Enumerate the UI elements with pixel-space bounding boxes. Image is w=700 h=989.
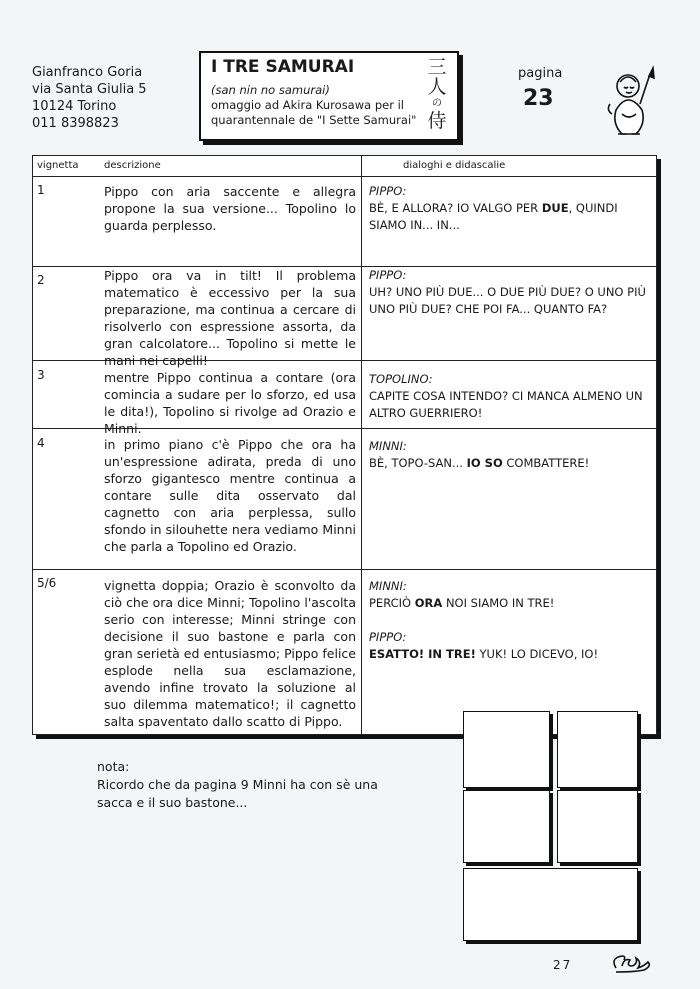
dialog-speaker: PIPPO: xyxy=(369,184,407,198)
vignetta-dialog xyxy=(369,578,651,663)
dialog-line: CAPITE COSA INTENDO? CI MANCA ALMENO UN ALTRO GUERRIERO! xyxy=(369,389,643,420)
thumbnail-panel-wide xyxy=(463,868,638,941)
dialog-line: ESATTO! IN TRE! YUK! LO DICEVO, IO! xyxy=(369,647,599,661)
title-subtitle: (san nin no samurai) xyxy=(211,83,330,97)
dialog-speaker: MINNI: xyxy=(369,439,407,453)
header-dialoghi: dialoghi e didascalie xyxy=(403,160,506,171)
vignetta-description: vignetta doppia; Orazio è sconvolto da ciò che ora dice Minni; Topolino l'ascolta serio con interesse; Minni stringe con decisione il suo bastone e parla con gran serietà ed entusiasmo; Pippo felice esplode nella sua esclamazione, avendo infine trovato la soluzione al suo dilemma matematico!; il cagnetto salta spaventato dallo scatto di Pippo. xyxy=(104,578,356,729)
row-divider xyxy=(33,176,656,177)
title-subtitle-block xyxy=(211,83,416,128)
title-dedication-line1: omaggio ad Akira Kurosawa per il xyxy=(211,98,404,112)
vignetta-dialog xyxy=(369,267,651,318)
kanji-char: 侍 xyxy=(427,110,447,132)
dialog-line: BÈ, TOPO-SAN... IO SO COMBATTERE! xyxy=(369,456,590,470)
dialog-speaker: TOPOLINO: xyxy=(369,372,433,386)
note-line: Ricordo che da pagina 9 Minni ha con sè una xyxy=(97,777,378,792)
vignetta-description: Pippo ora va in tilt! Il problema matematico è eccessivo per la sua preparazione, ma continua a cercare di risolverlo con espressione assorta, da gran calcolatore... Topolino si mette le mani nei capelli! xyxy=(104,268,356,368)
thumbnail-panel xyxy=(463,790,550,863)
kanji-title xyxy=(425,57,449,131)
dialog-speaker: MINNI: xyxy=(369,579,407,593)
dialog-speaker: PIPPO: xyxy=(369,630,407,644)
thumbnail-panel xyxy=(463,711,550,788)
page-number: 23 xyxy=(523,86,554,111)
note-line: sacca e il suo bastone... xyxy=(97,795,248,810)
title-dedication-line2: quarantennale de "I Sette Samurai" xyxy=(211,113,417,127)
vignetta-description: in primo piano c'è Pippo che ora ha un'espressione adirata, preda di uno sforzo gigantesco mentre continua a contare sulle dita osservato dal cagnetto con aria perplessa, sullo sfondo in silouhette nera vediamo Minni che parla a Topolino ed Orazio. xyxy=(104,437,356,554)
kanji-char: の xyxy=(432,98,442,109)
story-title: I TRE SAMURAI xyxy=(211,57,355,77)
header-descrizione: descrizione xyxy=(104,160,161,171)
script-table xyxy=(32,155,657,735)
row-divider xyxy=(33,569,656,570)
header-vignetta: vignetta xyxy=(37,160,79,171)
dialog-speaker: PIPPO: xyxy=(369,268,407,282)
vignetta-number: 4 xyxy=(37,436,45,450)
dialog-line: UH? UNO PIÙ DUE... O DUE PIÙ DUE? O UNO PIÙ UNO PIÙ DUE? CHE POI FA... QUANTO FA? xyxy=(369,285,646,316)
note-block xyxy=(97,758,378,812)
note-label: nota: xyxy=(97,759,130,774)
vignetta-dialog xyxy=(369,183,651,234)
vignetta-number: 5/6 xyxy=(37,576,57,590)
signature-icon xyxy=(608,948,656,978)
vignetta-number: 1 xyxy=(37,183,45,197)
kanji-char: 人 xyxy=(427,76,447,98)
vignetta-description: Pippo con aria saccente e allegra propone la sua versione... Topolino lo guarda perplesso. xyxy=(104,184,356,233)
vignetta-dialog xyxy=(369,371,651,422)
vignetta-description: mentre Pippo continua a contare (ora comincia a sudare per lo sforzo, ed usa le dita!), Topolino si rivolge ad Orazio e Minni. xyxy=(104,370,356,436)
author-city: 10124 Torino xyxy=(32,99,117,114)
thumbnail-panel xyxy=(557,711,638,788)
author-name: Gianfranco Goria xyxy=(32,65,143,80)
author-phone: 011 8398823 xyxy=(32,116,119,131)
dialog-line: BÈ, E ALLORA? IO VALGO PER DUE, QUINDI SIAMO IN... IN... xyxy=(369,201,618,232)
dialog-line: PERCIÒ ORA NOI SIAMO IN TRE! xyxy=(369,596,555,610)
footer-page-number: 27 xyxy=(553,958,573,972)
vignetta-number: 3 xyxy=(37,368,45,382)
page-label: pagina xyxy=(518,66,563,81)
column-divider xyxy=(361,156,362,734)
author-address xyxy=(32,64,147,132)
author-street: via Santa Giulia 5 xyxy=(32,82,147,97)
vignetta-number: 2 xyxy=(37,273,45,287)
thumbnail-panel xyxy=(557,790,638,863)
kanji-char: 三 xyxy=(427,56,447,78)
title-box xyxy=(199,51,459,141)
samurai-mascot-icon xyxy=(600,60,664,140)
vignetta-dialog xyxy=(369,438,651,472)
